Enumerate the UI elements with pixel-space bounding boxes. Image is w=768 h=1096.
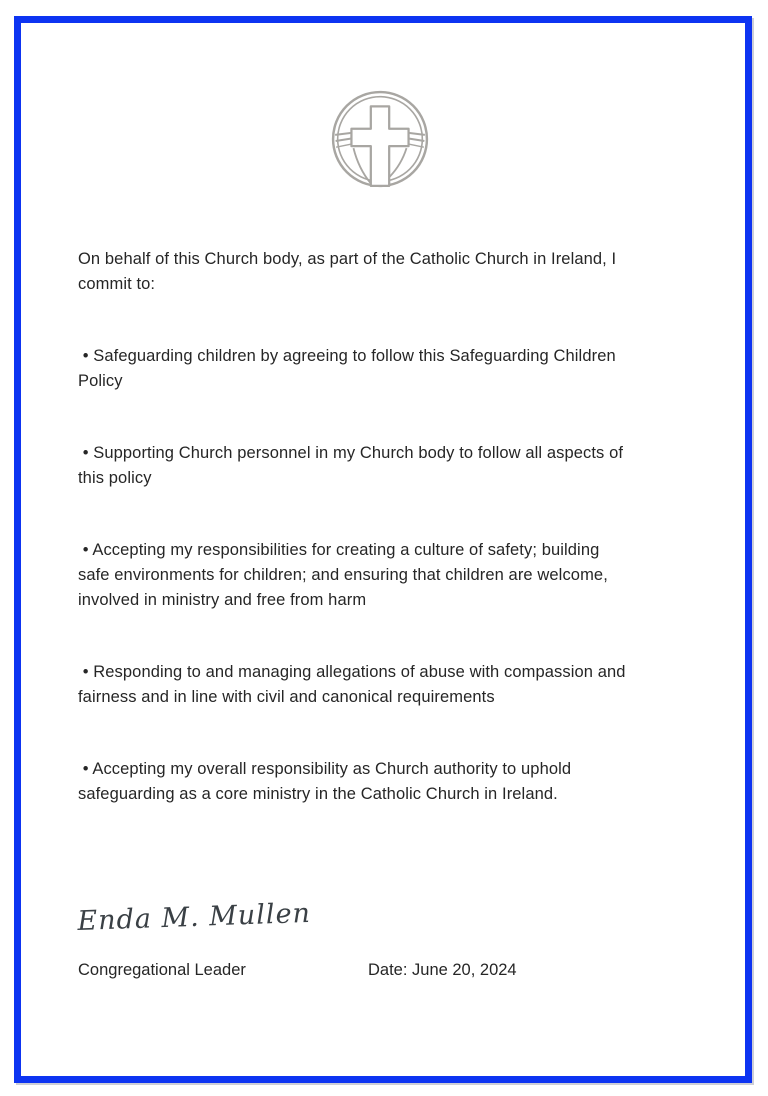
signature-date: Date: June 20, 2024 (368, 961, 517, 979)
text-line: commit to: (78, 275, 156, 293)
text-line: • Safeguarding children by agreeing to follow this Safeguarding Children (78, 347, 616, 365)
commitment-bullet-5 (78, 757, 712, 807)
commitment-bullet-2 (78, 441, 712, 491)
text-line: this policy (78, 469, 152, 487)
text-line: • Accepting my responsibilities for creating a culture of safety; building (78, 541, 600, 559)
signatory-title: Congregational Leader (78, 961, 246, 979)
text-line: • Responding to and managing allegations of abuse with compassion and (78, 663, 626, 681)
text-line: Policy (78, 372, 123, 390)
commitment-bullet-4 (78, 660, 712, 710)
text-line: safeguarding as a core ministry in the Catholic Church in Ireland. (78, 785, 558, 803)
cross-in-circle-icon (329, 84, 431, 196)
text-line: involved in ministry and free from harm (78, 591, 367, 609)
church-logo (329, 84, 431, 196)
commitment-bullet-1 (78, 344, 712, 394)
intro-paragraph (78, 247, 712, 297)
text-line: • Supporting Church personnel in my Church body to follow all aspects of (78, 444, 624, 462)
text-line: fairness and in line with civil and canonical requirements (78, 688, 495, 706)
commitment-bullet-3 (78, 538, 712, 613)
text-line: safe environments for children; and ensuring that children are welcome, (78, 566, 608, 584)
document-body (78, 247, 712, 854)
text-line: • Accepting my overall responsibility as Church authority to uphold (78, 760, 572, 778)
text-line: On behalf of this Church body, as part of the Catholic Church in Ireland, I (78, 250, 617, 268)
signature-script: Enda M. Mullen (76, 897, 312, 937)
